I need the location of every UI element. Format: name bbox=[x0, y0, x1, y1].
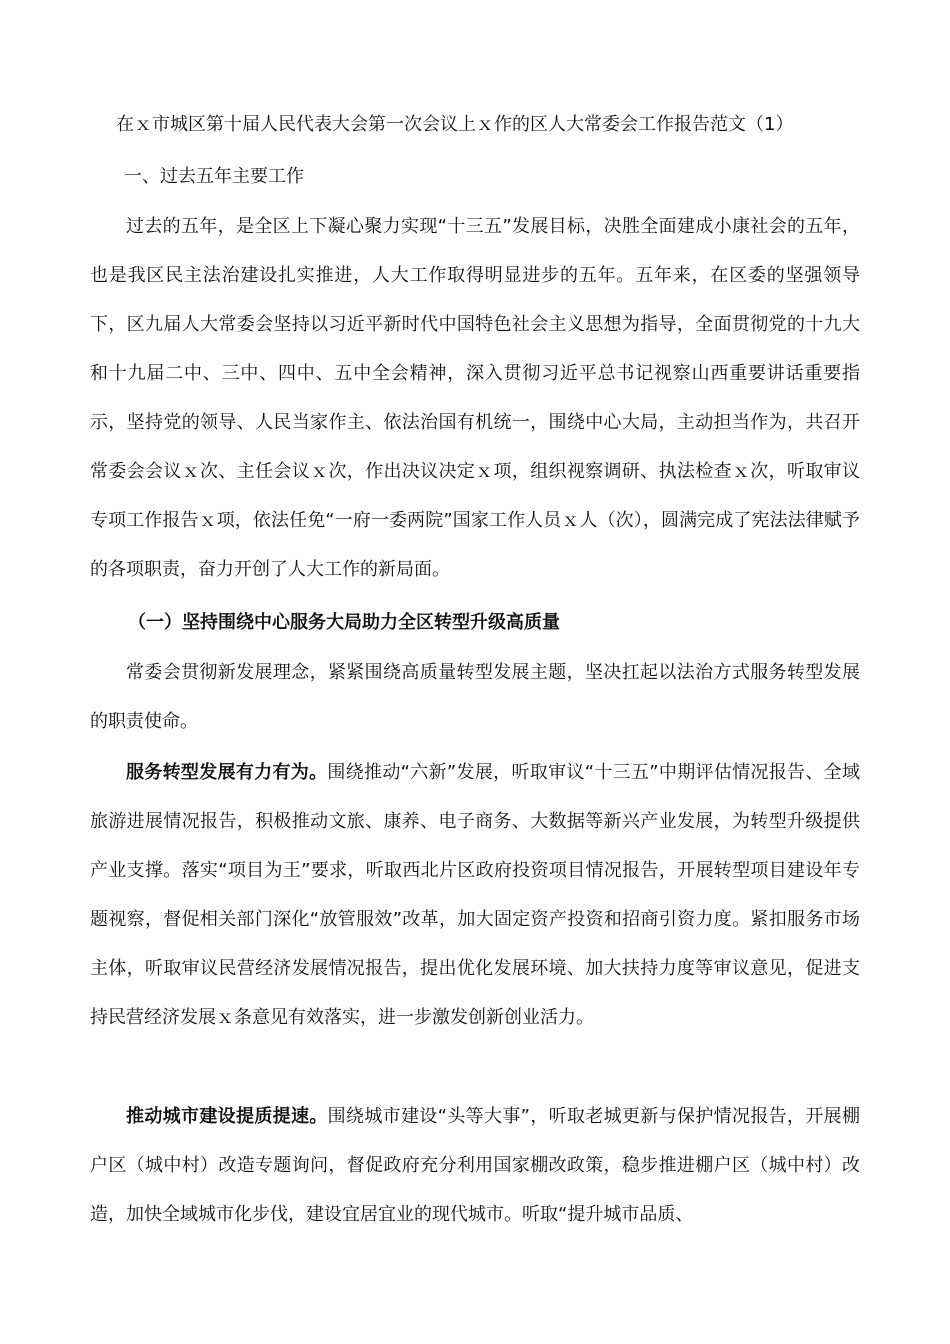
subheading-transformation: （一）坚持围绕中心服务大局助力全区转型升级高质量 bbox=[128, 612, 560, 633]
paragraph-lead: 服务转型发展有力有为。 bbox=[126, 762, 328, 783]
paragraph-lead: 推动城市建设提质提速。 bbox=[126, 1106, 328, 1127]
paragraph-transformation-service bbox=[90, 748, 860, 1042]
paragraph-overview: 过去的五年，是全区上下凝心聚力实现“十三五”发展目标，决胜全面建成小康社会的五年，也是我区民主法治建设扎实推进，人大工作取得明显进步的五年。五年来，在区委的坚强领导下，区九届人大常委会坚持以习近平新时代中国特色社会主义思想为指导，全面贯彻党的十九大和十九届二中、三中、四中、五中全会精神，深入贯彻习近平总书记视察山西重要讲话重要指示，坚持党的领导、人民当家作主、依法治国有机统一，围绕中心大局，主动担当作为，共召开常委会会议ｘ次、主任会议ｘ次，作出决议决定ｘ项，组织视察调研、执法检查ｘ次，听取审议专项工作报告ｘ项，依法任免“一府一委两院”国家工作人员ｘ人（次），圆满完成了宪法法律赋予的各项职责，奋力开创了人大工作的新局面。 bbox=[90, 216, 860, 580]
section-heading: 一、过去五年主要工作 bbox=[124, 166, 304, 187]
document-title: 在ｘ市城区第十届人民代表大会第一次会议上ｘ作的区人大常委会工作报告范文（1） bbox=[116, 114, 794, 135]
paragraph-intro: 常委会贯彻新发展理念，紧紧围绕高质量转型发展主题，坚决扛起以法治方式服务转型发展的职责使命。 bbox=[90, 662, 860, 732]
paragraph-body: 围绕推动“六新”发展，听取审议“十三五”中期评估情况报告、全域旅游进展情况报告，积极推动文旅、康养、电子商务、大数据等新兴产业发展，为转型升级提供产业支撑。落实“项目为王”要求，听取西北片区政府投资项目情况报告，开展转型项目建设年专题视察，督促相关部门深化“放管服效”改革，加大固定资产投资和招商引资力度。紧扣服务市场主体，听取审议民营经济发展情况报告，提出优化发展环境、加大扶持力度等审议意见，促进支持民营经济发展ｘ条意见有效落实，进一步激发创新创业活力。 bbox=[90, 762, 860, 1028]
paragraph-body: 围绕城市建设“头等大事”，听取老城更新与保护情况报告，开展棚户区（城中村）改造专题询问，督促政府充分利用国家棚改政策，稳步推进棚户区（城中村）改造，加快全域城市化步伐，建设宜居宜业的现代城市。听取“提升城市品质、 bbox=[90, 1106, 860, 1225]
paragraph-city-construction bbox=[90, 1092, 860, 1239]
